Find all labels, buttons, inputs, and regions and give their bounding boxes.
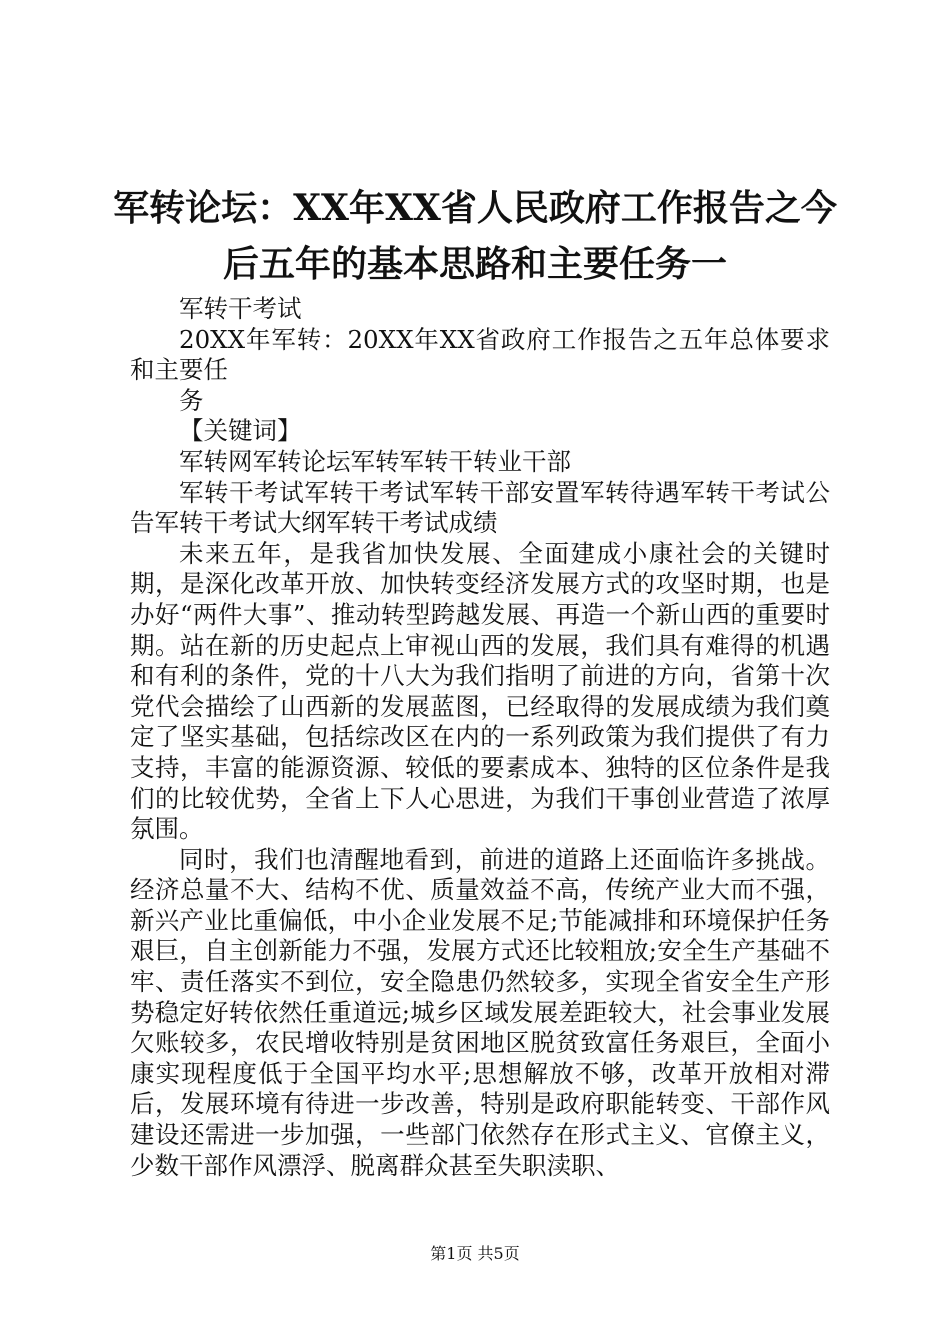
paragraph-keywords-heading: 【关键词】 [179,416,302,446]
page-footer: 第1页 共5页 [430,1244,520,1263]
paragraph-subtitle: 20XX年军转：20XX年XX省政府工作报告之五年总体要求和主要任 [130,324,830,385]
paragraph-body-2: 同时，我们也清醒地看到，前进的道路上还面临许多挑战。经济总量不大、结构不优、质量效益不高，传统产业大而不强，新兴产业比重偏低，中小企业发展不足;节能减排和环境保护任务艰巨，自主创新能力不强，发展方式还比较粗放;安全生产基础不牢、责任落实不到位，安全隐患仍然较多，实现全省安全生产形势稳定好转依然任重道远;城乡区域发展差距较大，社会事业发展欠账较多，农民增收特别是贫困地区脱贫致富任务艰巨，全面小康实现程度低于全国平均水平;思想解放不够，改革开放相对滞后，发展环境有待进一步改善，特别是政府职能转变、干部作风建设还需进一步加强，一些部门依然存在形式主义、官僚主义，少数干部作风漂浮、脱离群众甚至失职渎职、 [130,844,830,1180]
paragraph-exam: 军转干考试 [179,294,302,323]
document-title [100,180,850,292]
paragraph-subtitle-cont: 务 [179,385,204,415]
paragraph-keywords-1: 军转网军转论坛军转军转干转业干部 [179,446,571,476]
paragraph-keywords-2: 军转干考试军转干考试军转干部安置军转待遇军转干考试公告军转干考试大纲军转干考试成绩 [130,477,830,538]
title-line-2: 后五年的基本思路和主要任务一 [222,243,727,285]
title-line-1: 军转论坛：XX年XX省人民政府工作报告之今 [113,187,837,229]
paragraph-body-1: 未来五年，是我省加快发展、全面建成小康社会的关键时期，是深化改革开放、加快转变经济发展方式的攻坚时期，也是办好“两件大事”、推动转型跨越发展、再造一个新山西的重要时期。站在新的历史起点上审视山西的发展，我们具有难得的机遇和有利的条件，党的十八大为我们指明了前进的方向，省第十次党代会描绘了山西新的发展蓝图，已经取得的发展成绩为我们奠定了坚实基础，包括综改区在内的一系列政策为我们提供了有力支持，丰富的能源资源、较低的要素成本、独特的区位条件是我们的比较优势，全省上下人心思进，为我们干事创业营造了浓厚氛围。 [130,538,830,844]
document-body [130,294,830,1181]
